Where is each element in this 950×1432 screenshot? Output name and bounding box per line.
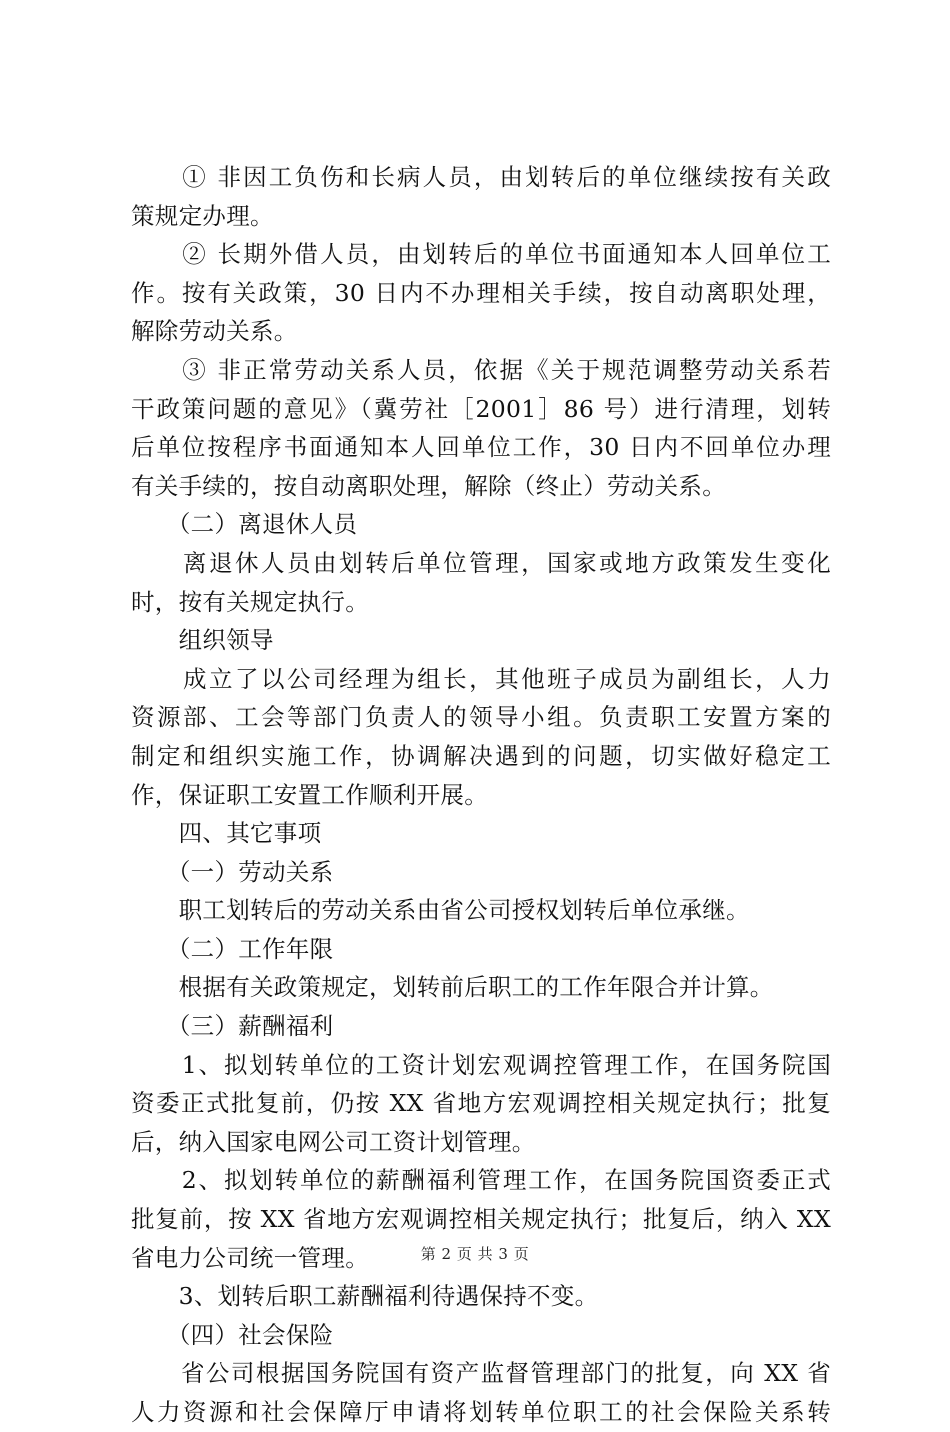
text-line: 人力资源和社会保障厅申请将划转单位职工的社会保险关系转 [131, 1398, 831, 1426]
page-footer: 第 2 页 共 3 页 [420, 1245, 530, 1263]
text-line: 作。按有关政策，30 日内不办理相关手续，按自动离职处理， [131, 278, 831, 307]
text-line: 2、拟划转单位的薪酬福利管理工作，在国务院国资委正式 [131, 1166, 831, 1195]
text-line: 后，纳入国家电网公司工资计划管理。 [131, 1127, 536, 1156]
text-line: 作，保证职工安置工作顺利开展。 [131, 780, 488, 809]
text-line: 1、拟划转单位的工资计划宏观调控管理工作，在国务院国 [131, 1050, 831, 1079]
text-line: 干政策问题的意见》（冀劳社［2001］86 号）进行清理，划转 [131, 394, 831, 423]
text-line: 四、其它事项 [131, 819, 322, 848]
text-line: （四）社会保险 [131, 1320, 334, 1349]
text-line: 资源部、工会等部门负责人的领导小组。负责职工安置方案的 [131, 703, 831, 732]
text-line: 省公司根据国务院国有资产监督管理部门的批复，向 XX 省 [131, 1359, 831, 1388]
text-line: ③ 非正常劳动关系人员，依据《关于规范调整劳动关系若 [131, 355, 831, 384]
text-line: ① 非因工负伤和长病人员，由划转后的单位继续按有关政 [131, 163, 831, 191]
text-line: 离退休人员由划转后单位管理，国家或地方政策发生变化 [131, 548, 831, 577]
text-line: 省电力公司统一管理。 [131, 1243, 369, 1272]
document-body [131, 158, 831, 1432]
text-line: 成立了以公司经理为组长，其他班子成员为副组长，人力 [131, 664, 831, 693]
text-line: （二）离退休人员 [131, 510, 358, 539]
text-line: 职工划转后的劳动关系由省公司授权划转后单位承继。 [131, 896, 750, 925]
text-line: （一）劳动关系 [131, 857, 334, 886]
text-line: 解除劳动关系。 [131, 317, 298, 346]
text-line: 根据有关政策规定，划转前后职工的工作年限合并计算。 [131, 973, 774, 1002]
text-line: 组织领导 [131, 626, 274, 655]
text-line: （二）工作年限 [131, 934, 334, 963]
text-line: 资委正式批复前，仍按 XX 省地方宏观调控相关规定执行；批复 [131, 1089, 831, 1118]
text-line: 有关手续的，按自动离职处理，解除（终止）劳动关系。 [131, 471, 726, 500]
text-line: 策规定办理。 [131, 201, 274, 230]
text-line: 后单位按程序书面通知本人回单位工作，30 日内不回单位办理 [131, 433, 831, 462]
text-line: 时，按有关规定执行。 [131, 587, 369, 616]
text-line: （三）薪酬福利 [131, 1012, 334, 1041]
text-line: ② 长期外借人员，由划转后的单位书面通知本人回单位工 [131, 240, 831, 269]
text-line: 批复前，按 XX 省地方宏观调控相关规定执行；批复后，纳入 XX [131, 1205, 831, 1234]
text-line: 制定和组织实施工作，协调解决遇到的问题，切实做好稳定工 [131, 741, 831, 770]
text-line: 3、划转后职工薪酬福利待遇保持不变。 [131, 1282, 599, 1311]
